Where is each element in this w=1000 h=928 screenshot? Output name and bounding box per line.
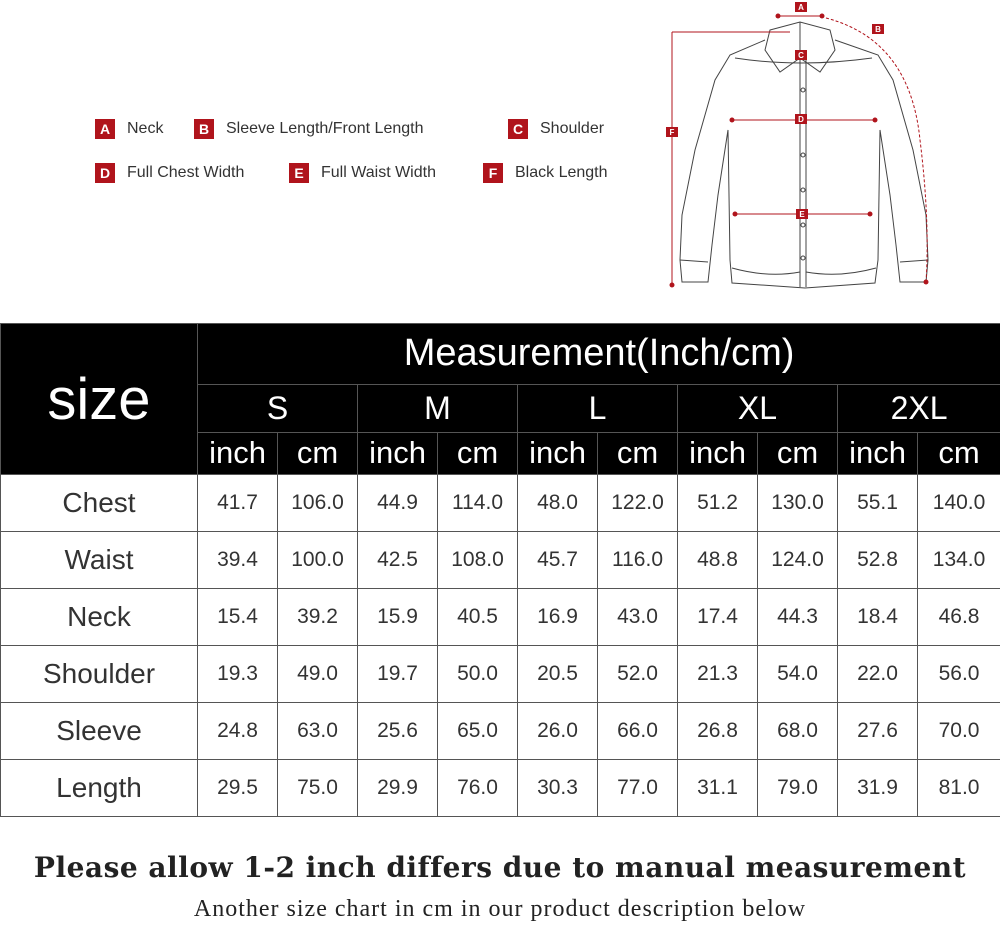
- marker-f-label: F: [669, 128, 675, 137]
- table-row: [1, 646, 1000, 703]
- legend-item-c: [508, 118, 604, 140]
- shirt-measurement-diagram: [660, 0, 950, 300]
- measurement-header: Measurement(Inch/cm): [198, 324, 1000, 385]
- measurement-value: 18.4: [838, 589, 918, 646]
- legend-badge: B: [194, 119, 214, 139]
- unit-header: inch: [198, 432, 278, 474]
- row-label: Chest: [1, 475, 198, 532]
- legend-badge: D: [95, 163, 115, 183]
- measurement-value: 19.7: [358, 646, 438, 703]
- measurement-value: 49.0: [278, 646, 358, 703]
- unit-header: inch: [678, 432, 758, 474]
- measurement-value: 24.8: [198, 703, 278, 760]
- measurement-note: Please allow 1-2 inch differs due to manual measurement: [33, 851, 967, 884]
- size-s-header: S: [198, 384, 358, 432]
- measurement-value: 134.0: [918, 532, 1000, 589]
- measurement-value: 48.8: [678, 532, 758, 589]
- table-row: [1, 760, 1000, 817]
- table-row: [1, 532, 1000, 589]
- measurement-value: 106.0: [278, 475, 358, 532]
- legend-badge: A: [95, 119, 115, 139]
- legend-label: Neck: [127, 120, 164, 137]
- measurement-value: 42.5: [358, 532, 438, 589]
- measurement-value: 30.3: [518, 760, 598, 817]
- measurement-value: 52.0: [598, 646, 678, 703]
- legend-label: Full Waist Width: [321, 164, 436, 181]
- measurement-value: 77.0: [598, 760, 678, 817]
- measurement-value: 16.9: [518, 589, 598, 646]
- measurement-value: 130.0: [758, 475, 838, 532]
- measurement-value: 15.4: [198, 589, 278, 646]
- legend-item-b: [194, 118, 423, 140]
- size-chart-note: Another size chart in cm in our product description below: [193, 896, 807, 922]
- measurement-value: 65.0: [438, 703, 518, 760]
- legend-item-a: [95, 118, 163, 140]
- measurement-legend: [95, 118, 655, 198]
- size-xl-header: XL: [678, 384, 838, 432]
- measurement-value: 19.3: [198, 646, 278, 703]
- size-m-header: M: [358, 384, 518, 432]
- measurement-value: 54.0: [758, 646, 838, 703]
- measurement-value: 25.6: [358, 703, 438, 760]
- size-header: size: [1, 324, 198, 475]
- unit-header: inch: [358, 432, 438, 474]
- unit-header: cm: [438, 432, 518, 474]
- marker-e-label: E: [799, 210, 805, 219]
- measurement-value: 21.3: [678, 646, 758, 703]
- measurement-value: 56.0: [918, 646, 1000, 703]
- measurement-value: 46.8: [918, 589, 1000, 646]
- measurement-value: 27.6: [838, 703, 918, 760]
- measurement-value: 31.1: [678, 760, 758, 817]
- measurement-value: 124.0: [758, 532, 838, 589]
- measurement-value: 48.0: [518, 475, 598, 532]
- legend-label: Sleeve Length/Front Length: [226, 120, 424, 137]
- unit-header: cm: [278, 432, 358, 474]
- measurement-value: 29.9: [358, 760, 438, 817]
- size-2xl-header: 2XL: [838, 384, 1000, 432]
- measurement-value: 100.0: [278, 532, 358, 589]
- unit-header: cm: [918, 432, 1000, 474]
- measurement-value: 43.0: [598, 589, 678, 646]
- measurement-value: 22.0: [838, 646, 918, 703]
- measurement-value: 76.0: [438, 760, 518, 817]
- measurement-value: 66.0: [598, 703, 678, 760]
- measurement-value: 40.5: [438, 589, 518, 646]
- measurement-value: 50.0: [438, 646, 518, 703]
- measurement-value: 26.0: [518, 703, 598, 760]
- unit-header: cm: [758, 432, 838, 474]
- measurement-value: 68.0: [758, 703, 838, 760]
- table-row: [1, 589, 1000, 646]
- table-row: [1, 703, 1000, 760]
- legend-item-d: [95, 162, 244, 184]
- measurement-value: 26.8: [678, 703, 758, 760]
- measurement-value: 51.2: [678, 475, 758, 532]
- measurement-value: 114.0: [438, 475, 518, 532]
- row-label: Sleeve: [1, 703, 198, 760]
- legend-label: Full Chest Width: [127, 164, 245, 181]
- measurement-value: 17.4: [678, 589, 758, 646]
- size-chart-table: [0, 323, 1000, 817]
- size-l-header: L: [518, 384, 678, 432]
- measurement-value: 39.2: [278, 589, 358, 646]
- marker-b-label: B: [875, 25, 881, 34]
- legend-item-e: [289, 162, 436, 184]
- legend-badge: E: [289, 163, 309, 183]
- legend-label: Shoulder: [540, 120, 605, 137]
- measurement-value: 15.9: [358, 589, 438, 646]
- table-row: [1, 475, 1000, 532]
- measurement-value: 81.0: [918, 760, 1000, 817]
- row-label: Length: [1, 760, 198, 817]
- measurement-value: 79.0: [758, 760, 838, 817]
- row-label: Waist: [1, 532, 198, 589]
- unit-header: inch: [518, 432, 598, 474]
- measurement-value: 122.0: [598, 475, 678, 532]
- measurement-value: 39.4: [198, 532, 278, 589]
- marker-d-label: D: [798, 115, 804, 124]
- legend-badge: F: [483, 163, 503, 183]
- measurement-value: 29.5: [198, 760, 278, 817]
- measurement-value: 41.7: [198, 475, 278, 532]
- unit-header: inch: [838, 432, 918, 474]
- measurement-value: 116.0: [598, 532, 678, 589]
- measurement-value: 75.0: [278, 760, 358, 817]
- measurement-value: 44.3: [758, 589, 838, 646]
- measurement-value: 52.8: [838, 532, 918, 589]
- legend-item-f: [483, 162, 608, 184]
- marker-a-label: A: [798, 3, 804, 12]
- measurement-value: 108.0: [438, 532, 518, 589]
- legend-badge: C: [508, 119, 528, 139]
- measurement-value: 140.0: [918, 475, 1000, 532]
- measurement-value: 20.5: [518, 646, 598, 703]
- row-label: Neck: [1, 589, 198, 646]
- measurement-value: 70.0: [918, 703, 1000, 760]
- measurement-value: 63.0: [278, 703, 358, 760]
- legend-label: Black Length: [515, 164, 608, 181]
- measurement-value: 55.1: [838, 475, 918, 532]
- marker-c-label: C: [798, 51, 804, 60]
- row-label: Shoulder: [1, 646, 198, 703]
- unit-header: cm: [598, 432, 678, 474]
- measurement-value: 45.7: [518, 532, 598, 589]
- measurement-value: 44.9: [358, 475, 438, 532]
- measurement-value: 31.9: [838, 760, 918, 817]
